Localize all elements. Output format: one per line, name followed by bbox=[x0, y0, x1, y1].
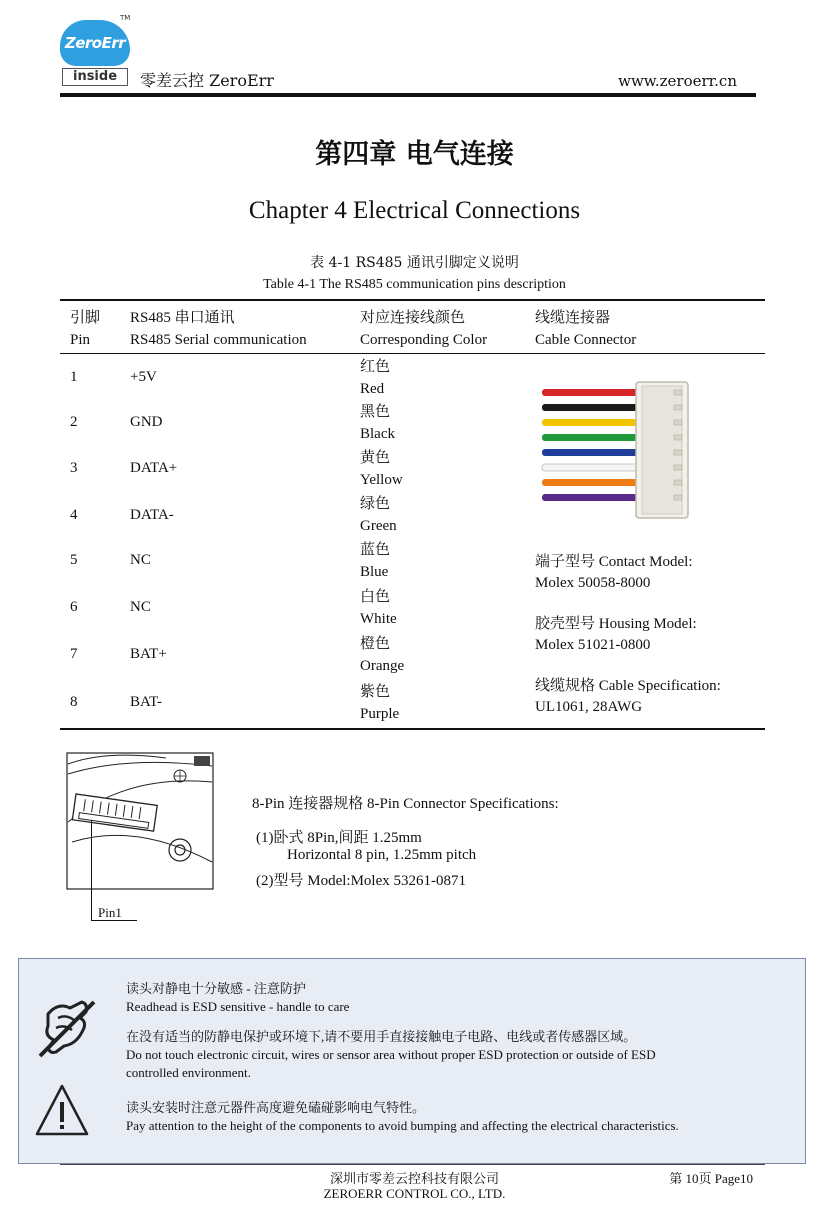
company-logo bbox=[58, 12, 132, 88]
wire-8 bbox=[542, 494, 642, 501]
caution-triangle-icon bbox=[34, 1082, 90, 1140]
pin-color: 红色 Red bbox=[360, 359, 391, 397]
cable-connector-image bbox=[540, 378, 692, 524]
table-header-color: 对应连接线颜色 Corresponding Color bbox=[360, 310, 488, 348]
height-caution-cn: 读头安装时注意元器件高度避免磕碰影响电气特性。 bbox=[126, 1100, 426, 1115]
header-company: 零差云控 ZeroErr bbox=[140, 71, 274, 90]
logo-inside-label: inside bbox=[62, 68, 128, 86]
connector-spec-item-1-en: Horizontal 8 pin, 1.25mm pitch bbox=[287, 847, 477, 863]
pin-color: 绿色 Green bbox=[360, 496, 397, 534]
pin-signal: NC bbox=[130, 552, 151, 568]
table-caption-en: Table 4-1 The RS485 communication pins description bbox=[263, 277, 566, 292]
wire-4 bbox=[542, 434, 642, 441]
table-header-rule bbox=[60, 353, 765, 354]
pin-number: 6 bbox=[70, 599, 78, 615]
logo-trademark: TM bbox=[120, 14, 131, 22]
pin-color: 黑色 Black bbox=[360, 404, 395, 442]
pin-color: 紫色 Purple bbox=[360, 684, 400, 722]
pin1-label: Pin1 bbox=[98, 905, 122, 920]
logo-text: ZeroErr bbox=[64, 34, 126, 52]
connector-pin-3 bbox=[674, 420, 682, 425]
pin-number: 7 bbox=[70, 646, 78, 662]
wire-2 bbox=[542, 404, 642, 411]
table-header-signal: RS485 串口通讯 RS485 Serial communication bbox=[130, 310, 307, 348]
connector-pin-2 bbox=[674, 405, 682, 410]
header-divider bbox=[60, 93, 756, 97]
table-bottom-rule bbox=[60, 728, 765, 730]
connector-pin-6 bbox=[674, 465, 682, 470]
pin-signal: DATA- bbox=[130, 507, 174, 523]
contact-model-spec: 端子型号 Contact Model: Molex 50058-8000 bbox=[535, 554, 693, 591]
connector-pin-7 bbox=[674, 480, 682, 485]
table-top-rule bbox=[60, 299, 765, 301]
wire-3 bbox=[542, 419, 642, 426]
pin-number: 3 bbox=[70, 460, 78, 476]
wire-6 bbox=[542, 464, 642, 471]
cable-spec: 线缆规格 Cable Specification: UL1061, 28AWG bbox=[535, 678, 721, 715]
connector-spec-item-2: (2)型号 Model:Molex 53261-0871 bbox=[256, 873, 466, 889]
table-caption-cn: 表 4-1 RS485 通讯引脚定义说明 bbox=[310, 255, 519, 271]
header-url[interactable]: www.zeroerr.cn bbox=[618, 72, 737, 90]
housing-model-spec: 胶壳型号 Housing Model: Molex 51021-0800 bbox=[535, 616, 697, 653]
table-header-connector: 线缆连接器 Cable Connector bbox=[535, 310, 637, 348]
height-caution-en: Pay attention to the height of the components to avoid bumping and affecting the electrical characteristics. bbox=[126, 1118, 679, 1133]
pin-signal: +5V bbox=[130, 369, 157, 385]
esd-body-en-2: controlled environment. bbox=[126, 1065, 251, 1080]
pin-color: 蓝色 Blue bbox=[360, 542, 391, 580]
wire-5 bbox=[542, 449, 642, 456]
pin-color: 橙色 Orange bbox=[360, 636, 405, 674]
pin-number: 4 bbox=[70, 507, 78, 523]
connector-location-diagram bbox=[66, 752, 214, 890]
pin-number: 2 bbox=[70, 414, 78, 430]
connector-pin-8 bbox=[674, 495, 682, 500]
pin-color: 黄色 Yellow bbox=[360, 450, 403, 488]
connector-pin-4 bbox=[674, 435, 682, 440]
wire-1 bbox=[542, 389, 642, 396]
connector-pin-1 bbox=[674, 390, 682, 395]
pin-number: 1 bbox=[70, 369, 78, 385]
pin-color: 白色 White bbox=[360, 589, 397, 627]
connector-spec-heading: 8-Pin 连接器规格 8-Pin Connector Specifications: bbox=[252, 796, 559, 812]
page-number: 第 10页 Page10 bbox=[669, 1171, 753, 1186]
chapter-title-cn: 第四章 电气连接 bbox=[315, 139, 514, 170]
chapter-title-en: Chapter 4 Electrical Connections bbox=[248, 197, 581, 224]
footer-divider bbox=[60, 1164, 765, 1165]
footer-company-cn: 深圳市零差云控科技有限公司 bbox=[329, 1171, 499, 1186]
connector-spec-item-1-cn: (1)卧式 8Pin,间距 1.25mm bbox=[256, 830, 422, 846]
pin-signal: GND bbox=[130, 414, 163, 430]
wire-7 bbox=[542, 479, 642, 486]
pin-number: 8 bbox=[70, 694, 78, 710]
pin-signal: BAT- bbox=[130, 694, 162, 710]
esd-title-en: Readhead is ESD sensitive - handle to care bbox=[126, 999, 350, 1014]
table-header-pin: 引脚 Pin bbox=[70, 310, 101, 348]
esd-body-cn: 在没有适当的防静电保护或环境下,请不要用手直接接触电子电路、电线或者传感器区域。 bbox=[126, 1029, 637, 1044]
pin-signal: NC bbox=[130, 599, 151, 615]
footer-company-en: ZEROERR CONTROL CO., LTD. bbox=[323, 1186, 506, 1201]
esd-body-en-1: Do not touch electronic circuit, wires or sensor area without proper ESD protection or outside of ESD bbox=[126, 1047, 656, 1062]
pin-signal: BAT+ bbox=[130, 646, 167, 662]
esd-title-cn: 读头对静电十分敏感 - 注意防护 bbox=[126, 981, 306, 996]
esd-warning-icon bbox=[36, 996, 98, 1060]
connector-pin-5 bbox=[674, 450, 682, 455]
pin1-leader-line bbox=[91, 820, 92, 920]
pin-number: 5 bbox=[70, 552, 78, 568]
pin-signal: DATA+ bbox=[130, 460, 178, 476]
